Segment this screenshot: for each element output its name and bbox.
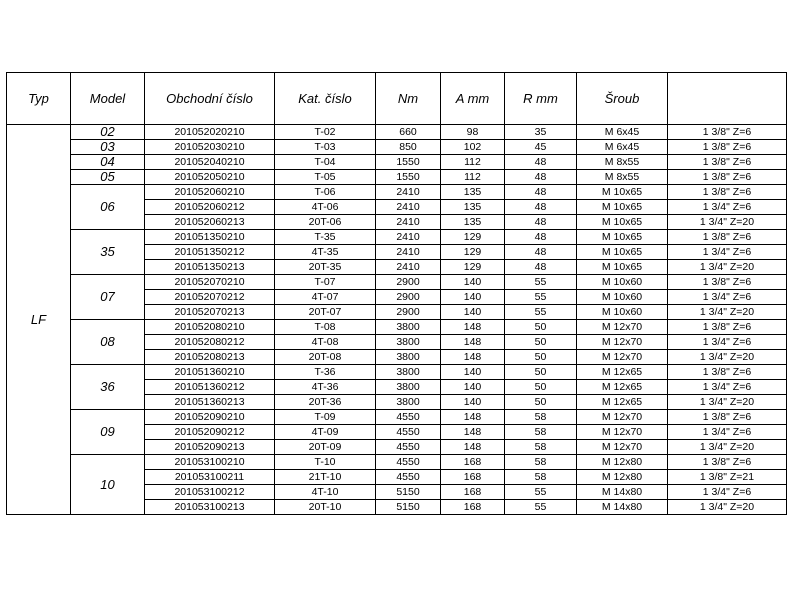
table-row xyxy=(7,140,787,155)
thread-cell: 1 3/4" Z=6 xyxy=(668,200,787,215)
kat-cislo-cell: 20T-36 xyxy=(275,395,376,410)
thread-cell: 1 3/8" Z=6 xyxy=(668,410,787,425)
kat-cislo-cell: T-10 xyxy=(275,455,376,470)
a-mm-cell: 148 xyxy=(441,410,505,425)
sroub-cell: M 10x65 xyxy=(577,230,668,245)
thread-cell: 1 3/4" Z=20 xyxy=(668,440,787,455)
obchodni-cislo-cell: 201052020210 xyxy=(145,125,275,140)
table-row xyxy=(7,275,787,290)
spec-table xyxy=(6,72,787,515)
a-mm-cell: 140 xyxy=(441,305,505,320)
header-a-mm: A mm xyxy=(441,73,505,125)
model-cell: 03 xyxy=(71,140,145,155)
r-mm-cell: 58 xyxy=(505,470,577,485)
kat-cislo-cell: 20T-09 xyxy=(275,440,376,455)
header-nm: Nm xyxy=(376,73,441,125)
r-mm-cell: 50 xyxy=(505,350,577,365)
sroub-cell: M 10x65 xyxy=(577,260,668,275)
header-row xyxy=(7,73,787,125)
r-mm-cell: 48 xyxy=(505,245,577,260)
sroub-cell: M 10x65 xyxy=(577,185,668,200)
obchodni-cislo-cell: 201051360212 xyxy=(145,380,275,395)
nm-cell: 3800 xyxy=(376,320,441,335)
a-mm-cell: 148 xyxy=(441,425,505,440)
header-r-mm: R mm xyxy=(505,73,577,125)
thread-cell: 1 3/4" Z=20 xyxy=(668,305,787,320)
obchodni-cislo-cell: 201052080213 xyxy=(145,350,275,365)
a-mm-cell: 140 xyxy=(441,395,505,410)
typ-cell: LF xyxy=(7,125,71,515)
sroub-cell: M 6x45 xyxy=(577,140,668,155)
a-mm-cell: 112 xyxy=(441,155,505,170)
a-mm-cell: 140 xyxy=(441,365,505,380)
obchodni-cislo-cell: 201052080212 xyxy=(145,335,275,350)
a-mm-cell: 148 xyxy=(441,335,505,350)
sroub-cell: M 12x70 xyxy=(577,440,668,455)
obchodni-cislo-cell: 201051360210 xyxy=(145,365,275,380)
nm-cell: 2900 xyxy=(376,305,441,320)
sroub-cell: M 12x80 xyxy=(577,470,668,485)
thread-cell: 1 3/8" Z=6 xyxy=(668,275,787,290)
a-mm-cell: 148 xyxy=(441,440,505,455)
nm-cell: 2410 xyxy=(376,200,441,215)
nm-cell: 4550 xyxy=(376,470,441,485)
obchodni-cislo-cell: 201052090212 xyxy=(145,425,275,440)
thread-cell: 1 3/4" Z=20 xyxy=(668,500,787,515)
a-mm-cell: 148 xyxy=(441,350,505,365)
a-mm-cell: 129 xyxy=(441,230,505,245)
nm-cell: 2410 xyxy=(376,185,441,200)
sroub-cell: M 8x55 xyxy=(577,155,668,170)
r-mm-cell: 58 xyxy=(505,455,577,470)
nm-cell: 2900 xyxy=(376,290,441,305)
a-mm-cell: 168 xyxy=(441,485,505,500)
sroub-cell: M 6x45 xyxy=(577,125,668,140)
thread-cell: 1 3/8" Z=6 xyxy=(668,140,787,155)
model-cell: 05 xyxy=(71,170,145,185)
table-row xyxy=(7,320,787,335)
obchodni-cislo-cell: 201052040210 xyxy=(145,155,275,170)
sroub-cell: M 10x60 xyxy=(577,305,668,320)
a-mm-cell: 168 xyxy=(441,500,505,515)
obchodni-cislo-cell: 201051360213 xyxy=(145,395,275,410)
model-cell: 09 xyxy=(71,410,145,455)
sroub-cell: M 12x65 xyxy=(577,380,668,395)
r-mm-cell: 50 xyxy=(505,395,577,410)
obchodni-cislo-cell: 201053100211 xyxy=(145,470,275,485)
kat-cislo-cell: T-03 xyxy=(275,140,376,155)
table-body xyxy=(7,125,787,515)
r-mm-cell: 48 xyxy=(505,200,577,215)
nm-cell: 2410 xyxy=(376,230,441,245)
sroub-cell: M 8x55 xyxy=(577,170,668,185)
r-mm-cell: 48 xyxy=(505,185,577,200)
a-mm-cell: 168 xyxy=(441,455,505,470)
r-mm-cell: 55 xyxy=(505,275,577,290)
thread-cell: 1 3/4" Z=20 xyxy=(668,395,787,410)
kat-cislo-cell: 4T-07 xyxy=(275,290,376,305)
table-row xyxy=(7,455,787,470)
r-mm-cell: 48 xyxy=(505,230,577,245)
sroub-cell: M 12x65 xyxy=(577,365,668,380)
kat-cislo-cell: 21T-10 xyxy=(275,470,376,485)
obchodni-cislo-cell: 201051350213 xyxy=(145,260,275,275)
kat-cislo-cell: 20T-35 xyxy=(275,260,376,275)
header-typ: Typ xyxy=(7,73,71,125)
a-mm-cell: 98 xyxy=(441,125,505,140)
thread-cell: 1 3/8" Z=6 xyxy=(668,125,787,140)
nm-cell: 4550 xyxy=(376,410,441,425)
r-mm-cell: 45 xyxy=(505,140,577,155)
nm-cell: 3800 xyxy=(376,395,441,410)
sroub-cell: M 12x70 xyxy=(577,350,668,365)
sroub-cell: M 10x60 xyxy=(577,290,668,305)
r-mm-cell: 55 xyxy=(505,485,577,500)
obchodni-cislo-cell: 201052060212 xyxy=(145,200,275,215)
table-row xyxy=(7,155,787,170)
kat-cislo-cell: T-09 xyxy=(275,410,376,425)
thread-cell: 1 3/4" Z=6 xyxy=(668,290,787,305)
thread-cell: 1 3/8" Z=6 xyxy=(668,455,787,470)
a-mm-cell: 112 xyxy=(441,170,505,185)
model-cell: 36 xyxy=(71,365,145,410)
r-mm-cell: 50 xyxy=(505,320,577,335)
kat-cislo-cell: 4T-36 xyxy=(275,380,376,395)
obchodni-cislo-cell: 201052080210 xyxy=(145,320,275,335)
a-mm-cell: 168 xyxy=(441,470,505,485)
r-mm-cell: 50 xyxy=(505,380,577,395)
obchodni-cislo-cell: 201053100213 xyxy=(145,500,275,515)
kat-cislo-cell: T-07 xyxy=(275,275,376,290)
nm-cell: 5150 xyxy=(376,485,441,500)
obchodni-cislo-cell: 201052060213 xyxy=(145,215,275,230)
thread-cell: 1 3/4" Z=20 xyxy=(668,350,787,365)
kat-cislo-cell: 4T-35 xyxy=(275,245,376,260)
kat-cislo-cell: 4T-09 xyxy=(275,425,376,440)
table-row xyxy=(7,410,787,425)
r-mm-cell: 55 xyxy=(505,500,577,515)
thread-cell: 1 3/8" Z=6 xyxy=(668,230,787,245)
nm-cell: 660 xyxy=(376,125,441,140)
obchodni-cislo-cell: 201052070213 xyxy=(145,305,275,320)
r-mm-cell: 50 xyxy=(505,365,577,380)
header-kat-cislo: Kat. číslo xyxy=(275,73,376,125)
table-row xyxy=(7,365,787,380)
nm-cell: 4550 xyxy=(376,440,441,455)
sroub-cell: M 10x65 xyxy=(577,215,668,230)
r-mm-cell: 58 xyxy=(505,410,577,425)
sroub-cell: M 10x60 xyxy=(577,275,668,290)
model-cell: 07 xyxy=(71,275,145,320)
r-mm-cell: 48 xyxy=(505,215,577,230)
a-mm-cell: 129 xyxy=(441,245,505,260)
nm-cell: 3800 xyxy=(376,380,441,395)
model-cell: 06 xyxy=(71,185,145,230)
r-mm-cell: 55 xyxy=(505,290,577,305)
obchodni-cislo-cell: 201052070210 xyxy=(145,275,275,290)
kat-cislo-cell: 20T-08 xyxy=(275,350,376,365)
nm-cell: 3800 xyxy=(376,335,441,350)
obchodni-cislo-cell: 201052060210 xyxy=(145,185,275,200)
thread-cell: 1 3/8" Z=6 xyxy=(668,185,787,200)
kat-cislo-cell: T-35 xyxy=(275,230,376,245)
obchodni-cislo-cell: 201052090213 xyxy=(145,440,275,455)
kat-cislo-cell: 20T-10 xyxy=(275,500,376,515)
sroub-cell: M 12x70 xyxy=(577,335,668,350)
sroub-cell: M 10x65 xyxy=(577,200,668,215)
sroub-cell: M 12x65 xyxy=(577,395,668,410)
thread-cell: 1 3/4" Z=20 xyxy=(668,215,787,230)
kat-cislo-cell: 4T-08 xyxy=(275,335,376,350)
r-mm-cell: 48 xyxy=(505,155,577,170)
a-mm-cell: 140 xyxy=(441,380,505,395)
nm-cell: 1550 xyxy=(376,170,441,185)
sroub-cell: M 14x80 xyxy=(577,485,668,500)
sroub-cell: M 12x80 xyxy=(577,455,668,470)
kat-cislo-cell: T-06 xyxy=(275,185,376,200)
model-cell: 08 xyxy=(71,320,145,365)
nm-cell: 5150 xyxy=(376,500,441,515)
kat-cislo-cell: 4T-10 xyxy=(275,485,376,500)
nm-cell: 2900 xyxy=(376,275,441,290)
nm-cell: 4550 xyxy=(376,425,441,440)
sroub-cell: M 12x70 xyxy=(577,425,668,440)
r-mm-cell: 50 xyxy=(505,335,577,350)
obchodni-cislo-cell: 201053100212 xyxy=(145,485,275,500)
sroub-cell: M 10x65 xyxy=(577,245,668,260)
a-mm-cell: 135 xyxy=(441,200,505,215)
a-mm-cell: 135 xyxy=(441,185,505,200)
thread-cell: 1 3/8" Z=6 xyxy=(668,170,787,185)
r-mm-cell: 48 xyxy=(505,170,577,185)
a-mm-cell: 148 xyxy=(441,320,505,335)
sroub-cell: M 12x70 xyxy=(577,410,668,425)
r-mm-cell: 48 xyxy=(505,260,577,275)
header-sroub: Šroub xyxy=(577,73,668,125)
nm-cell: 2410 xyxy=(376,245,441,260)
thread-cell: 1 3/8" Z=6 xyxy=(668,365,787,380)
nm-cell: 1550 xyxy=(376,155,441,170)
nm-cell: 2410 xyxy=(376,215,441,230)
header-blank xyxy=(668,73,787,125)
r-mm-cell: 58 xyxy=(505,440,577,455)
nm-cell: 3800 xyxy=(376,365,441,380)
r-mm-cell: 55 xyxy=(505,305,577,320)
thread-cell: 1 3/4" Z=6 xyxy=(668,245,787,260)
model-cell: 35 xyxy=(71,230,145,275)
obchodni-cislo-cell: 201052090210 xyxy=(145,410,275,425)
table-row xyxy=(7,185,787,200)
nm-cell: 3800 xyxy=(376,350,441,365)
nm-cell: 4550 xyxy=(376,455,441,470)
kat-cislo-cell: T-08 xyxy=(275,320,376,335)
table-row xyxy=(7,170,787,185)
table-row xyxy=(7,125,787,140)
obchodni-cislo-cell: 201051350210 xyxy=(145,230,275,245)
kat-cislo-cell: 4T-06 xyxy=(275,200,376,215)
model-cell: 10 xyxy=(71,455,145,515)
kat-cislo-cell: T-04 xyxy=(275,155,376,170)
sroub-cell: M 12x70 xyxy=(577,320,668,335)
thread-cell: 1 3/8" Z=21 xyxy=(668,470,787,485)
a-mm-cell: 102 xyxy=(441,140,505,155)
r-mm-cell: 58 xyxy=(505,425,577,440)
kat-cislo-cell: T-05 xyxy=(275,170,376,185)
a-mm-cell: 129 xyxy=(441,260,505,275)
r-mm-cell: 35 xyxy=(505,125,577,140)
thread-cell: 1 3/4" Z=6 xyxy=(668,335,787,350)
model-cell: 02 xyxy=(71,125,145,140)
a-mm-cell: 140 xyxy=(441,290,505,305)
a-mm-cell: 140 xyxy=(441,275,505,290)
kat-cislo-cell: T-02 xyxy=(275,125,376,140)
thread-cell: 1 3/4" Z=6 xyxy=(668,425,787,440)
obchodni-cislo-cell: 201052030210 xyxy=(145,140,275,155)
kat-cislo-cell: T-36 xyxy=(275,365,376,380)
thread-cell: 1 3/4" Z=20 xyxy=(668,260,787,275)
thread-cell: 1 3/8" Z=6 xyxy=(668,320,787,335)
sroub-cell: M 14x80 xyxy=(577,500,668,515)
header-obchodni-cislo: Obchodní číslo xyxy=(145,73,275,125)
kat-cislo-cell: 20T-06 xyxy=(275,215,376,230)
model-cell: 04 xyxy=(71,155,145,170)
thread-cell: 1 3/4" Z=6 xyxy=(668,380,787,395)
obchodni-cislo-cell: 201052070212 xyxy=(145,290,275,305)
obchodni-cislo-cell: 201052050210 xyxy=(145,170,275,185)
kat-cislo-cell: 20T-07 xyxy=(275,305,376,320)
thread-cell: 1 3/4" Z=6 xyxy=(668,485,787,500)
header-model: Model xyxy=(71,73,145,125)
nm-cell: 850 xyxy=(376,140,441,155)
obchodni-cislo-cell: 201051350212 xyxy=(145,245,275,260)
table-row xyxy=(7,230,787,245)
thread-cell: 1 3/8" Z=6 xyxy=(668,155,787,170)
obchodni-cislo-cell: 201053100210 xyxy=(145,455,275,470)
nm-cell: 2410 xyxy=(376,260,441,275)
a-mm-cell: 135 xyxy=(441,215,505,230)
